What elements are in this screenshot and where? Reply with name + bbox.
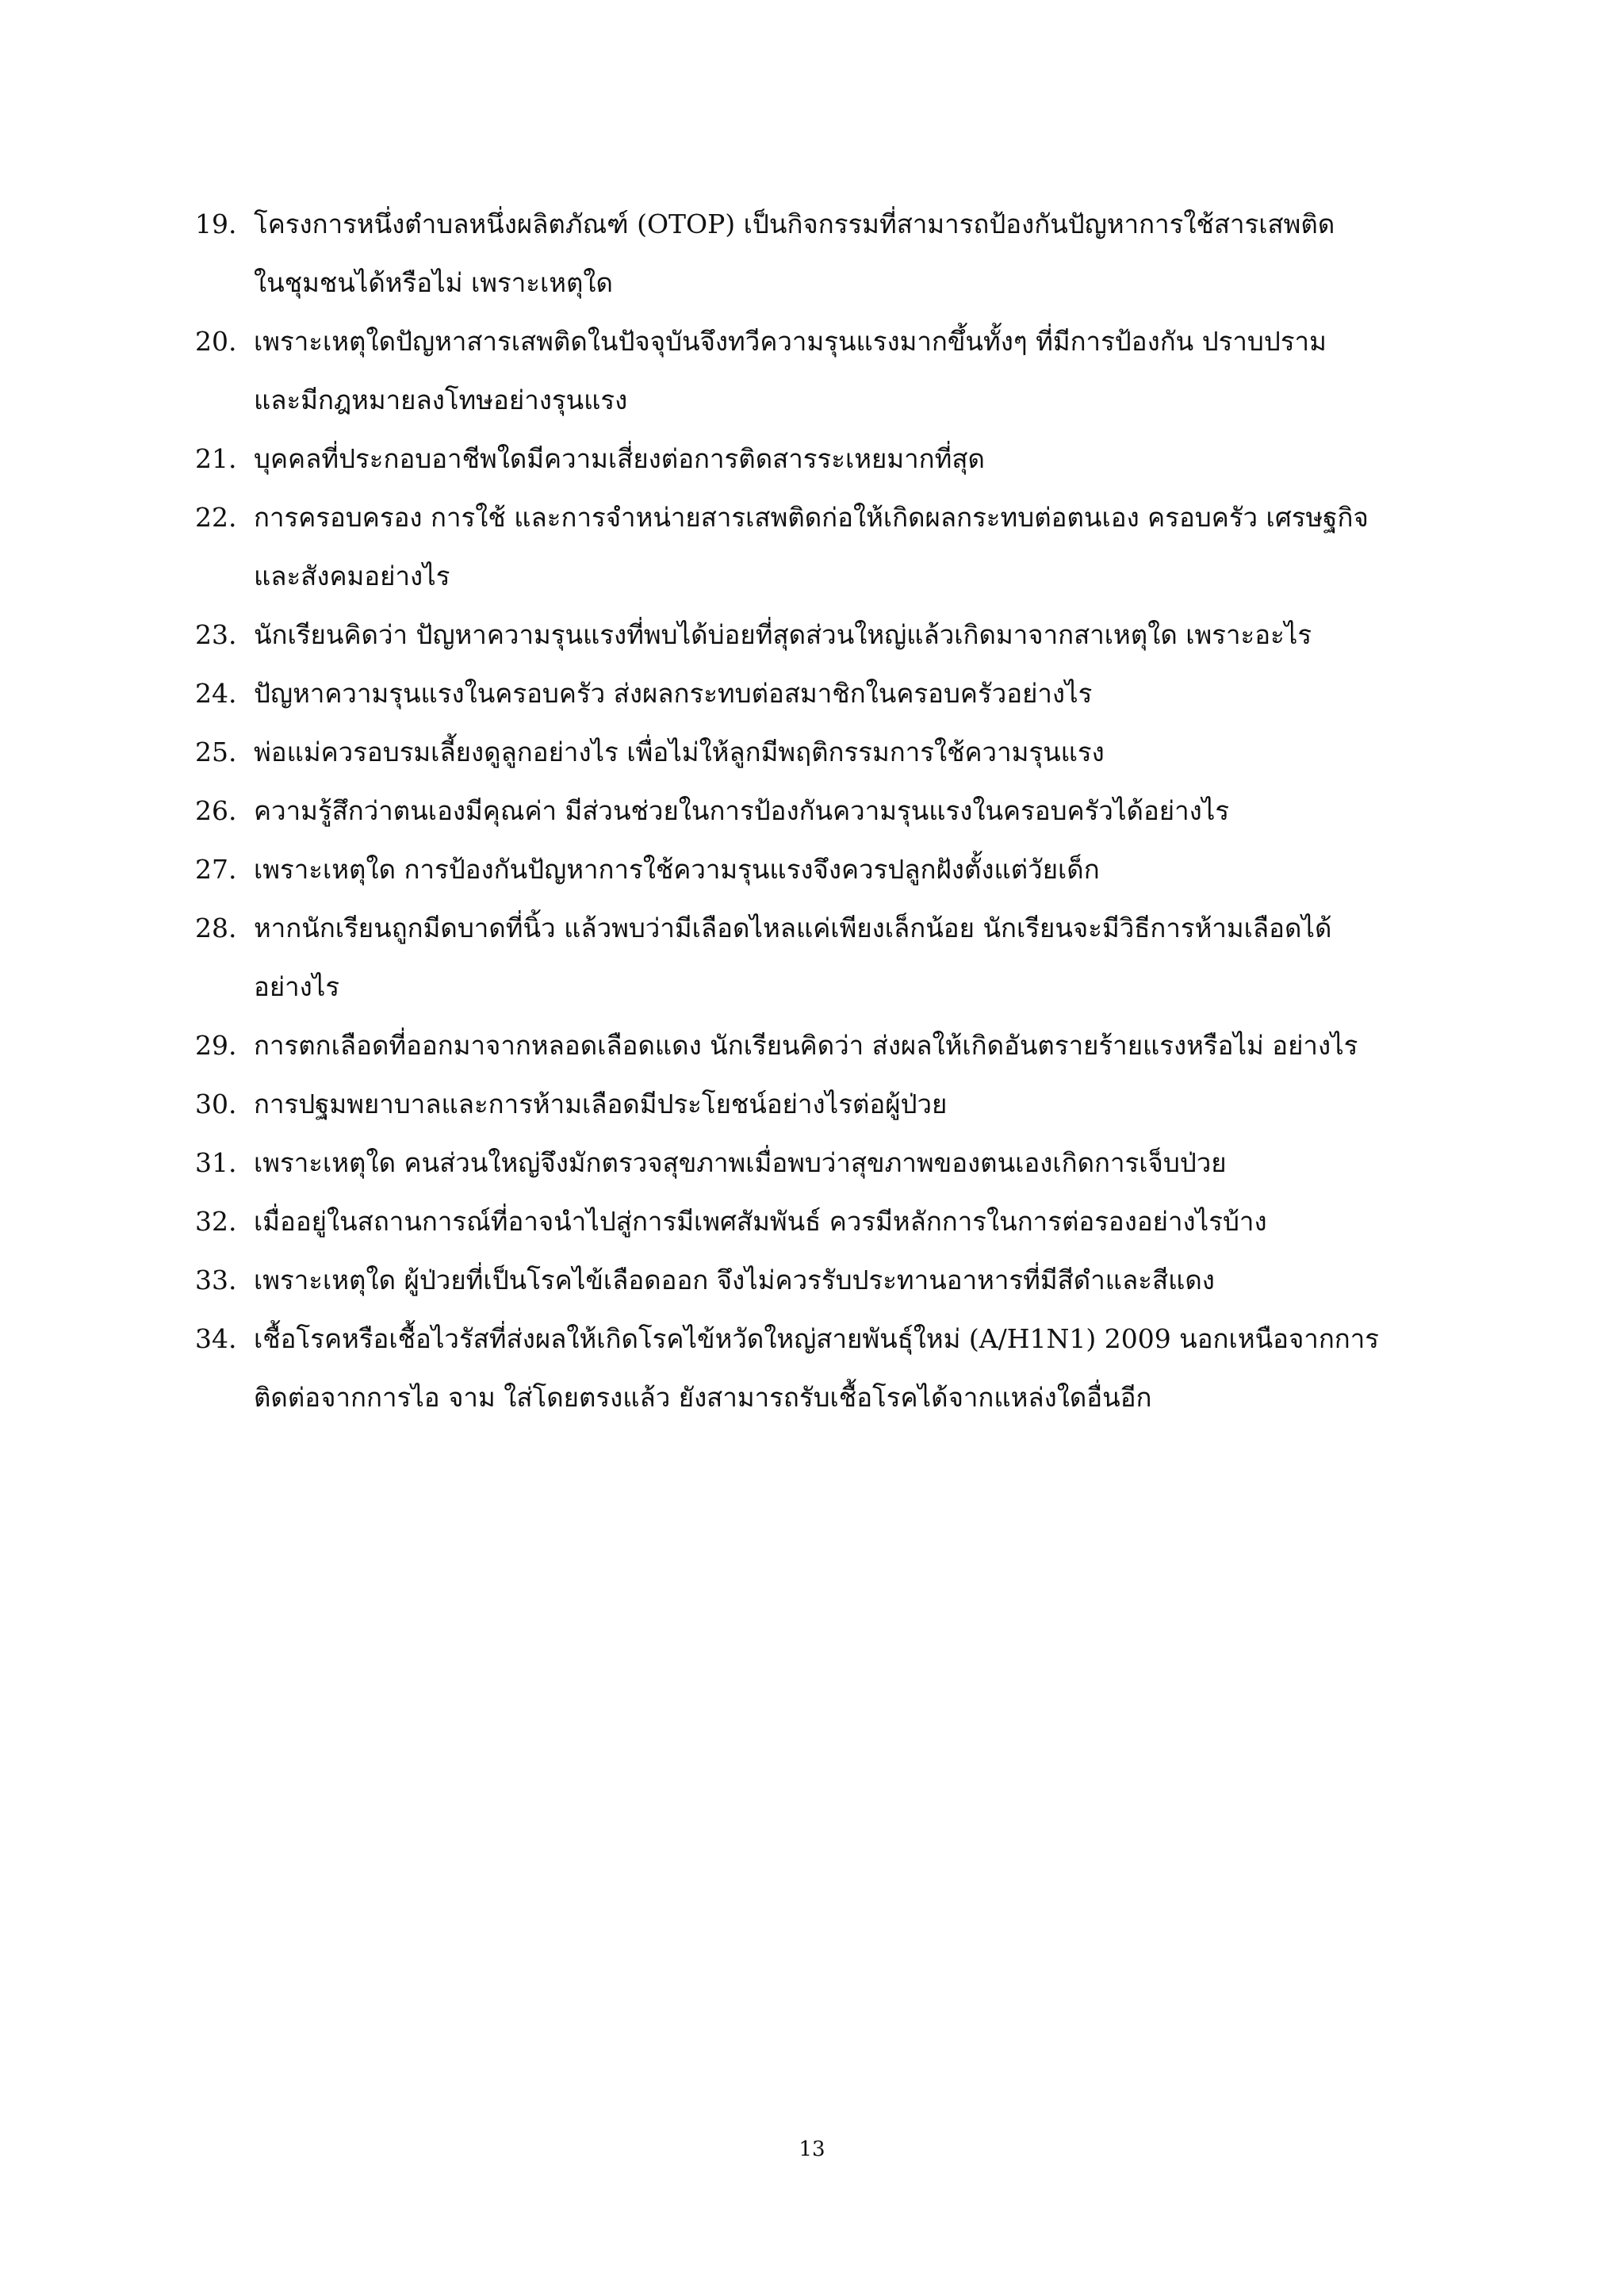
question-number: 21.	[195, 443, 237, 474]
question-item	[195, 723, 1432, 782]
question-text: เพราะเหตุใด การป้องกันปัญหาการใช้ความรุนแรงจึงควรปลูกฝังตั้งแต่วัยเด็ก	[254, 854, 1100, 885]
question-text: นักเรียนคิดว่า ปัญหาความรุนแรงที่พบได้บ่อยที่สุดส่วนใหญ่แล้วเกิดมาจากสาเหตุใด เพราะอะไร	[254, 619, 1312, 650]
question-continuation-line	[195, 254, 1432, 312]
question-item	[195, 430, 1432, 488]
question-text: เชื้อโรคหรือเชื้อไวรัสที่ส่งผลให้เกิดโรคไข้หวัดใหญ่สายพันธุ์ใหม่ (A/H1N1) 2009 นอกเหนือจากการ	[254, 1323, 1380, 1354]
question-text: หากนักเรียนถูกมีดบาดที่นิ้ว แล้วพบว่ามีเลือดไหลแค่เพียงเล็กน้อย นักเรียนจะมีวิธีการห้ามเลือดได้	[254, 913, 1332, 943]
question-text: และมีกฎหมายลงโทษอย่างรุนแรง	[254, 385, 628, 415]
question-number: 22.	[195, 502, 237, 533]
question-number: 30.	[195, 1089, 237, 1119]
question-number: 32.	[195, 1206, 237, 1237]
question-text: ติดต่อจากการไอ จาม ใส่โดยตรงแล้ว ยังสามารถรับเชื้อโรคได้จากแหล่งใดอื่นอีก	[254, 1382, 1152, 1413]
question-item	[195, 899, 1432, 958]
question-number: 26.	[195, 795, 237, 826]
question-text: การตกเลือดที่ออกมาจากหลอดเลือดแดง นักเรียนคิดว่า ส่งผลให้เกิดอันตรายร้ายแรงหรือไม่ อย่างไร	[254, 1030, 1358, 1061]
question-item	[195, 1251, 1432, 1310]
question-item	[195, 488, 1432, 547]
page-number: 13	[799, 2137, 825, 2161]
question-continuation-line	[195, 958, 1432, 1016]
question-text: ความรู้สึกว่าตนเองมีคุณค่า มีส่วนช่วยในการป้องกันความรุนแรงในครอบครัวได้อย่างไร	[254, 795, 1230, 826]
question-text: ปัญหาความรุนแรงในครอบครัว ส่งผลกระทบต่อสมาชิกในครอบครัวอย่างไร	[254, 678, 1093, 709]
question-item	[195, 840, 1432, 899]
question-continuation-line	[195, 371, 1432, 430]
question-number: 34.	[195, 1323, 237, 1354]
question-number: 23.	[195, 619, 237, 650]
question-text: เมื่ออยู่ในสถานการณ์ที่อาจนำไปสู่การมีเพศสัมพันธ์ ควรมีหลักการในการต่อรองอย่างไรบ้าง	[254, 1206, 1267, 1237]
question-text: เพราะเหตุใดปัญหาสารเสพติดในปัจจุบันจึงทวีความรุนแรงมากขึ้นทั้งๆ ที่มีการป้องกัน ปราบปราม	[254, 326, 1327, 357]
question-text: ในชุมชนได้หรือไม่ เพราะเหตุใด	[254, 267, 613, 298]
question-number: 33.	[195, 1265, 237, 1295]
question-number: 27.	[195, 854, 237, 885]
question-text: เพราะเหตุใด ผู้ป่วยที่เป็นโรคไข้เลือดออก จึงไม่ควรรับประทานอาหารที่มีสีดำและสีแดง	[254, 1265, 1215, 1295]
question-number: 31.	[195, 1147, 237, 1178]
question-item	[195, 195, 1432, 254]
question-text: โครงการหนึ่งตำบลหนึ่งผลิตภัณฑ์ (OTOP) เป็นกิจกรรมที่สามารถป้องกันปัญหาการใช้สารเสพติด	[254, 209, 1335, 239]
question-item	[195, 1134, 1432, 1192]
question-text: การปฐมพยาบาลและการห้ามเลือดมีประโยชน์อย่างไรต่อผู้ป่วย	[254, 1089, 948, 1119]
question-text: เพราะเหตุใด คนส่วนใหญ่จึงมักตรวจสุขภาพเมื่อพบว่าสุขภาพของตนเองเกิดการเจ็บป่วย	[254, 1147, 1227, 1178]
question-text: อย่างไร	[254, 971, 340, 1002]
question-continuation-line	[195, 547, 1432, 606]
question-text: และสังคมอย่างไร	[254, 561, 450, 591]
question-list	[195, 195, 1432, 1427]
question-number: 20.	[195, 326, 237, 357]
question-number: 25.	[195, 737, 237, 767]
question-text: พ่อแม่ควรอบรมเลี้ยงดูลูกอย่างไร เพื่อไม่ให้ลูกมีพฤติกรรมการใช้ความรุนแรง	[254, 737, 1105, 767]
question-number: 29.	[195, 1030, 237, 1061]
question-item	[195, 664, 1432, 723]
question-text: การครอบครอง การใช้ และการจำหน่ายสารเสพติดก่อให้เกิดผลกระทบต่อตนเอง ครอบครัว เศรษฐกิจ	[254, 502, 1369, 533]
question-item	[195, 1310, 1432, 1368]
question-item	[195, 782, 1432, 840]
question-number: 24.	[195, 678, 237, 709]
question-item	[195, 312, 1432, 371]
question-continuation-line	[195, 1368, 1432, 1427]
question-text: บุคคลที่ประกอบอาชีพใดมีความเสี่ยงต่อการติดสารระเหยมากที่สุด	[254, 443, 985, 474]
question-item	[195, 606, 1432, 664]
question-item	[195, 1016, 1432, 1075]
question-item	[195, 1075, 1432, 1134]
question-item	[195, 1192, 1432, 1251]
question-number: 28.	[195, 913, 237, 943]
question-number: 19.	[195, 209, 237, 239]
